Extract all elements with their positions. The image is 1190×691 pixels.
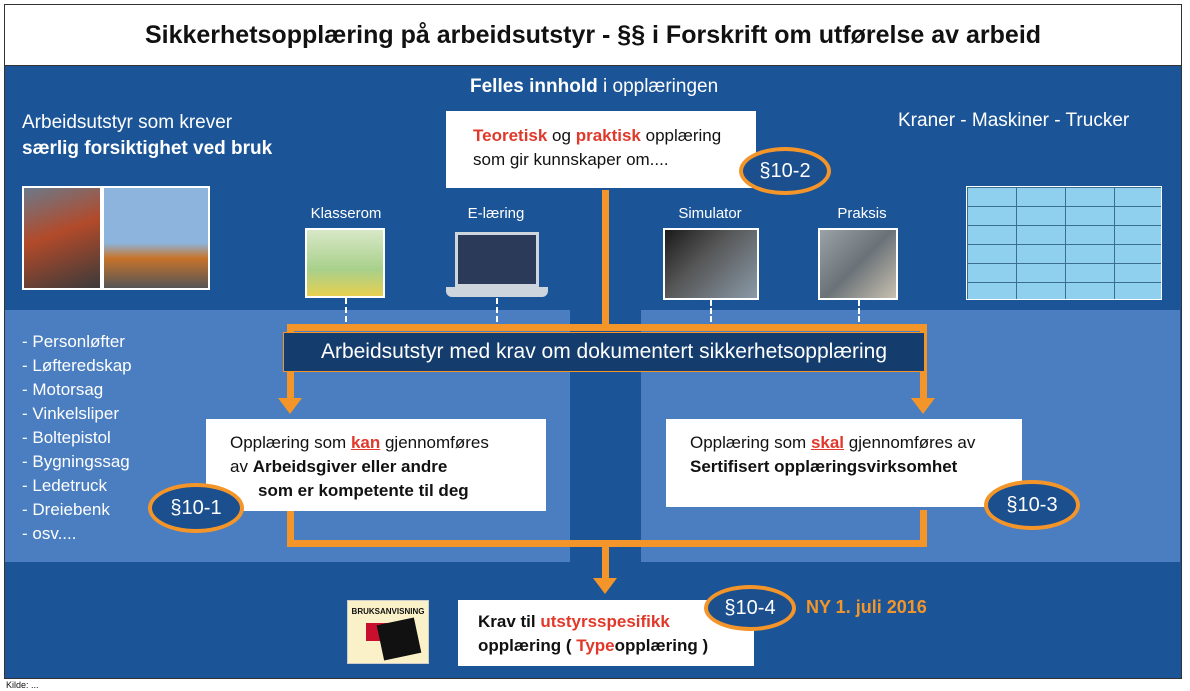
list-item: - osv.... — [22, 524, 77, 543]
laptop-screen — [455, 232, 539, 287]
flow-line-top-horizontal — [287, 324, 927, 331]
simulator-photo — [663, 228, 759, 300]
lift-photo — [102, 186, 210, 290]
list-item: - Personløfter — [22, 332, 125, 351]
badge-10-2: §10-2 — [739, 147, 831, 195]
dashed-connector — [710, 300, 712, 322]
dashed-connector — [345, 298, 347, 322]
badge-10-4: §10-4 — [704, 585, 796, 631]
practice-photo — [818, 228, 898, 300]
common-content-label: Felles innhold i opplæringen — [470, 76, 719, 97]
documented-training-banner: Arbeidsutstyr med krav om dokumentert sikkerhetsopplæring — [283, 332, 925, 372]
page-title: Sikkerhetsopplæring på arbeidsutstyr - §§ i Forskrift om utførelse av arbeid — [5, 5, 1181, 66]
book-icon — [377, 617, 422, 660]
arrow-head-right — [911, 398, 935, 414]
method-label-practice: Praksis — [837, 205, 887, 222]
worker-photo — [22, 186, 102, 290]
method-label-elearning: E-læring — [467, 205, 525, 222]
list-item: - Dreiebenk — [22, 500, 110, 519]
new-date-label: NY 1. juli 2016 — [806, 597, 927, 617]
employer-training-box: Opplæring som kan gjennomføres av Arbeidsgiver eller andre som er kompetente til deg — [206, 419, 546, 511]
list-item: - Ledetruck — [22, 476, 108, 495]
flow-line-to-type — [602, 540, 609, 580]
type-training-box: Krav til utstyrsspesifikk opplæring ( Typeopplæring ) — [458, 600, 754, 666]
classroom-illustration — [305, 228, 385, 298]
source-footer: Kilde: ... — [6, 680, 39, 690]
list-item: - Motorsag — [22, 380, 104, 399]
certified-training-box: Opplæring som skal gjennomføres av Sertifisert opplæringsvirksomhet — [666, 419, 1022, 507]
badge-10-1: §10-1 — [148, 483, 244, 533]
list-item: - Løfteredskap — [22, 356, 132, 375]
flow-line-vertical — [602, 190, 609, 324]
list-item: - Bygningssag — [22, 452, 130, 471]
left-heading: Arbeidsutstyr som krever særlig forsiktighet ved bruk — [22, 112, 273, 159]
method-label-classroom: Klasserom — [310, 205, 382, 222]
theory-practice-box: Teoretisk og praktisk opplæring som gir kunnskaper om.... — [446, 111, 756, 188]
arrow-head-bottom — [593, 578, 617, 594]
arrow-head-left — [278, 398, 302, 414]
method-label-simulator: Simulator — [678, 205, 742, 222]
dashed-connector — [496, 298, 498, 322]
badge-10-3: §10-3 — [984, 480, 1080, 530]
right-heading: Kraner - Maskiner - Trucker — [898, 110, 1130, 131]
equipment-class-grid — [966, 186, 1162, 300]
equipment-list — [22, 330, 132, 546]
dashed-connector — [858, 300, 860, 322]
laptop-base — [446, 287, 548, 297]
manual-label: BRUKSANVISNING — [351, 607, 425, 616]
list-item: - Vinkelsliper — [22, 404, 120, 423]
list-item: - Boltepistol — [22, 428, 111, 447]
manual-illustration — [347, 600, 429, 664]
